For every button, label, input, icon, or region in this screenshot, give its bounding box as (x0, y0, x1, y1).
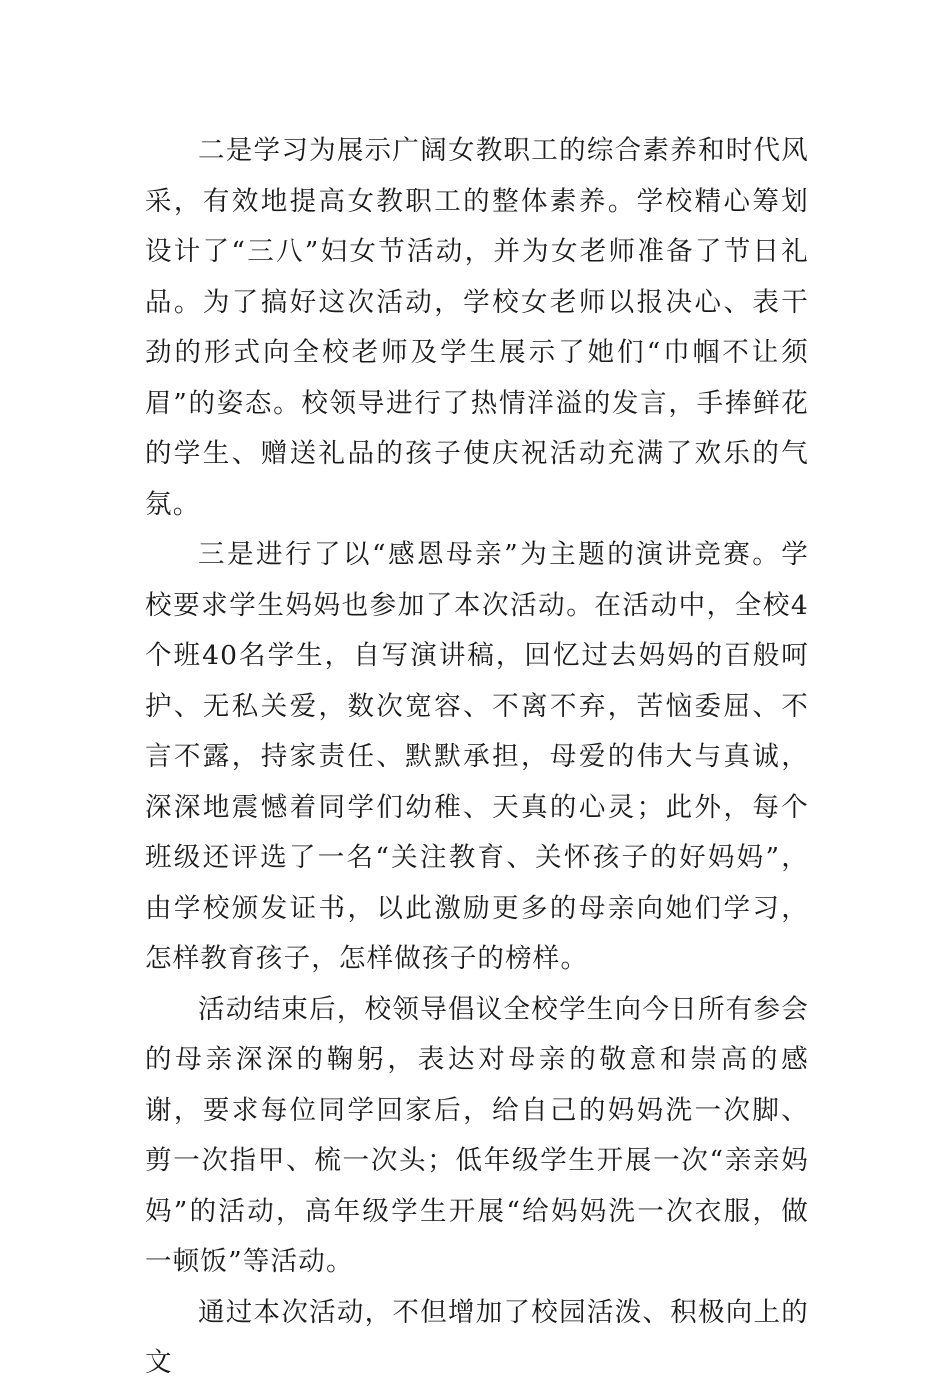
paragraph-speech-contest: 三是进行了以“感恩母亲”为主题的演讲竞赛。学校要求学生妈妈也参加了本次活动。在活动中，全校4个班40名学生，自写演讲稿，回忆过去妈妈的百般呵护、无私关爱，数次宽容、不离不弃，苦恼委屈、不言不露，持家责任、默默承担，母爱的伟大与真诚，深深地震憾着同学们幼稚、天真的心灵；此外，每个班级还评选了一名“关注教育、关怀孩子的好妈妈”，由学校颁发证书，以此激励更多的母亲向她们学习，怎样教育孩子，怎样做孩子的榜样。 (145, 539, 809, 974)
paragraph-after-activity: 活动结束后，校领导倡议全校学生向今日所有参会的母亲深深的鞠躬，表达对母亲的敬意和崇高的感谢，要求每位同学回家后，给自己的妈妈洗一次脚、剪一次指甲、梳一次头；低年级学生开展一次“亲亲妈妈”的活动，高年级学生开展“给妈妈洗一次衣服，做一顿饭”等活动。 (145, 993, 809, 1277)
paragraph-conclusion: 通过本次活动，不但增加了校园活泼、积极向上的文 (145, 1296, 809, 1378)
document-body (145, 126, 809, 1389)
paragraph-women-day-activity: 二是学习为展示广阔女教职工的综合素养和时代风采，有效地提高女教职工的整体素养。学校精心筹划设计了“三八”妇女节活动，并为女老师准备了节日礼品。为了搞好这次活动，学校女老师以报决心、表干劲的形式向全校老师及学生展示了她们“巾帼不让须眉”的姿态。校领导进行了热情洋溢的发言，手捧鲜花的学生、赠送礼品的孩子使庆祝活动充满了欢乐的气氛。 (145, 135, 809, 520)
